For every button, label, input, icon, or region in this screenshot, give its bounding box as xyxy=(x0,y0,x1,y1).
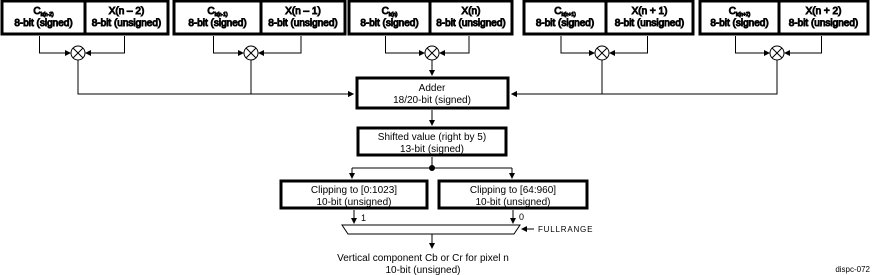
multiplier xyxy=(244,46,258,60)
coefficient-symbol: C xyxy=(33,6,41,17)
multiplier xyxy=(425,46,439,60)
sample-format: 8-bit (unsigned) xyxy=(788,18,859,29)
multiplier xyxy=(71,46,85,60)
input-row xyxy=(2,1,868,34)
multiplier xyxy=(595,46,609,60)
sample-wire xyxy=(785,36,822,53)
coefficient-symbol: C xyxy=(381,6,389,17)
coefficient-wire xyxy=(386,36,425,53)
sample-wire xyxy=(259,36,301,53)
sample-wire xyxy=(440,36,469,53)
sample-box xyxy=(430,1,512,34)
sample-box xyxy=(779,1,868,34)
coefficient-subscript: k(n-1) xyxy=(214,12,228,18)
sample-format: 8-bit (unsigned) xyxy=(268,18,338,29)
coefficient-wire xyxy=(561,36,594,53)
clip-right-block xyxy=(439,181,587,208)
adder-block xyxy=(357,78,508,108)
coefficient-wire xyxy=(214,36,244,53)
sample-label: X(n – 1) xyxy=(285,6,321,17)
coefficient-format: 8-bit (signed) xyxy=(188,18,247,29)
coefficient-box xyxy=(524,1,606,34)
coefficient-box xyxy=(700,1,779,34)
product-wire xyxy=(251,60,353,94)
coefficient-wire xyxy=(736,36,770,53)
coefficient-format: 8-bit (signed) xyxy=(710,18,769,29)
mux-input-left-label: 1 xyxy=(361,213,367,223)
mux-input-right-label: 0 xyxy=(519,212,525,222)
shift-title: Shifted value (right by 5) xyxy=(377,132,487,143)
coefficient-box xyxy=(349,1,430,34)
coefficient-symbol: C xyxy=(728,6,736,17)
clip-left-block xyxy=(281,181,427,208)
mux-select-label: FULLRANGE xyxy=(538,225,594,234)
coefficient-wire xyxy=(40,36,71,53)
coefficient-symbol: C xyxy=(554,6,562,17)
coefficient-subscript: k(n+1) xyxy=(561,12,576,18)
clip-right-title: Clipping to [64:960] xyxy=(469,185,557,196)
coefficient-box xyxy=(2,1,85,34)
sample-format: 8-bit (unsigned) xyxy=(614,18,685,29)
coefficient-box xyxy=(174,1,261,34)
sample-wire xyxy=(86,36,125,53)
coefficient-symbol: C xyxy=(207,6,215,17)
sample-label: X(n + 2) xyxy=(805,6,842,17)
sample-box xyxy=(85,1,168,34)
sample-label: X(n) xyxy=(461,6,481,17)
adder-title: Adder xyxy=(418,83,446,94)
sample-label: X(n + 1) xyxy=(631,6,668,17)
clip-right-format: 10-bit (unsigned) xyxy=(475,197,551,208)
product-wire xyxy=(512,60,602,94)
clip-left-format: 10-bit (unsigned) xyxy=(316,197,392,208)
multiplier xyxy=(770,46,784,60)
coefficient-format: 8-bit (signed) xyxy=(535,18,595,29)
coefficient-subscript: k(n) xyxy=(388,12,398,18)
sample-box xyxy=(261,1,345,34)
sample-box xyxy=(606,1,693,34)
multiplexer xyxy=(342,225,520,234)
sample-wire xyxy=(610,36,648,53)
figure-id: dispc-072 xyxy=(835,265,870,274)
coefficient-format: 8-bit (signed) xyxy=(360,18,419,29)
product-wire xyxy=(512,60,777,94)
junction-dot xyxy=(429,165,435,171)
multiplier-row xyxy=(71,46,784,60)
shift-block xyxy=(358,128,506,155)
output-line1: Vertical component Cb or Cr for pixel n xyxy=(337,253,509,264)
coefficient-subscript: k(n+2) xyxy=(735,12,751,18)
coefficient-subscript: k(n-2) xyxy=(40,12,54,18)
adder-format: 18/20-bit (signed) xyxy=(393,95,471,106)
sample-format: 8-bit (unsigned) xyxy=(91,18,162,29)
sample-format: 8-bit (unsigned) xyxy=(436,18,506,29)
coefficient-format: 8-bit (signed) xyxy=(14,18,73,29)
shift-format: 13-bit (signed) xyxy=(400,144,464,155)
clip-left-title: Clipping to [0:1023] xyxy=(310,185,398,196)
output-line2: 10-bit (unsigned) xyxy=(385,265,461,275)
product-wire xyxy=(78,60,353,94)
sample-label: X(n – 2) xyxy=(108,6,145,17)
